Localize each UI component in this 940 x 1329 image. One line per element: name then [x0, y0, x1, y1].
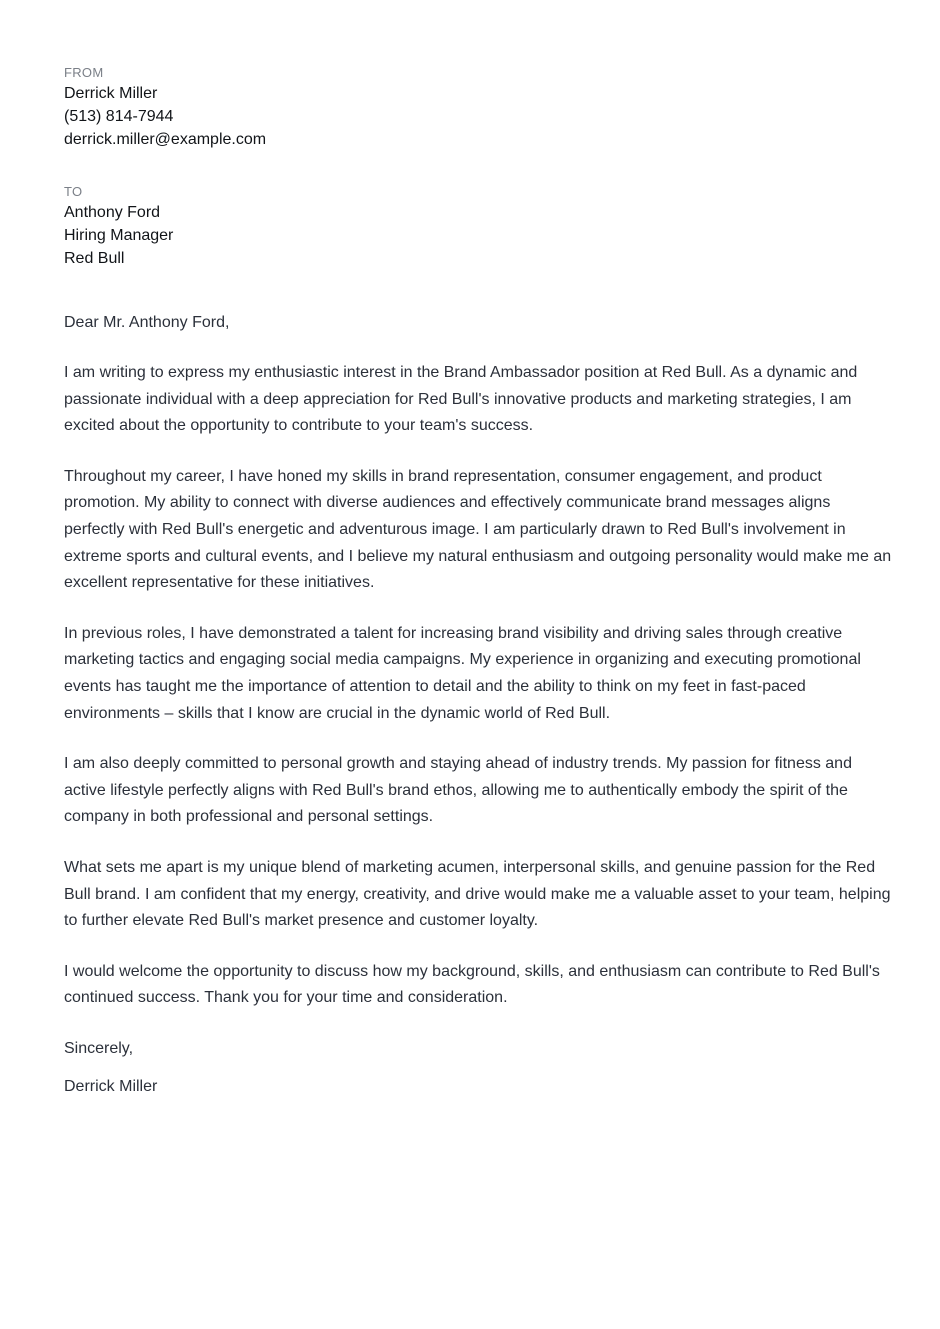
salutation: Dear Mr. Anthony Ford, [64, 314, 230, 331]
signature: Derrick Miller [64, 1077, 158, 1095]
recipient-block [64, 183, 892, 270]
letter-paragraph-3: In previous roles, I have demonstrated a talent for increasing brand visibility and driving sales through creative marketing tactics and engaging social media campaigns. My experience in organizing and executing promotional events has taught me the importance of attention to detail and the ability to think on my feet in fast-paced environments – skills that I know are crucial in the dynamic world of Red Bull. [64, 624, 861, 722]
recipient-name: Anthony Ford [64, 204, 161, 221]
recipient-company: Red Bull [64, 250, 125, 267]
sender-email: derrick.miller@example.com [64, 131, 267, 148]
letter-paragraph-4: I am also deeply committed to personal growth and staying ahead of industry trends. My passion for fitness and active lifestyle perfectly aligns with Red Bull's brand ethos, allowing me to authentically embody the spirit of the company in both professional and personal settings. [64, 755, 852, 826]
recipient-title: Hiring Manager [64, 227, 174, 244]
sender-block [64, 64, 892, 151]
letter-paragraph-1: I am writing to express my enthusiastic interest in the Brand Ambassador position at Red Bull. As a dynamic and passionate individual with a deep appreciation for Red Bull's innovative products and marketing strategies, I am excited about the opportunity to contribute to your team's success. [64, 364, 858, 435]
closing: Sincerely, [64, 1039, 134, 1057]
to-label: TO [64, 184, 83, 199]
from-label: FROM [64, 65, 104, 80]
sender-name: Derrick Miller [64, 85, 158, 102]
letter-paragraph-5: What sets me apart is my unique blend of marketing acumen, interpersonal skills, and genuine passion for the Red Bull brand. I am confident that my energy, creativity, and drive would make me a valuable asset to your team, helping to further elevate Red Bull's market presence and customer loyalty. [64, 858, 891, 930]
sender-phone: (513) 814-7944 [64, 108, 174, 125]
letter-paragraph-6: I would welcome the opportunity to discuss how my background, skills, and enthusiasm can contribute to Red Bull's continued success. Thank you for your time and consideration. [64, 962, 880, 1007]
letter-paragraph-2: Throughout my career, I have honed my skills in brand representation, consumer engagement, and product promotion. My ability to connect with diverse audiences and effectively communicate brand messages aligns perfectly with Red Bull's energetic and adventurous image. I am particularly drawn to Red Bull's involvement in extreme sports and cultural events, and I believe my natural enthusiasm and outgoing personality would make me an excellent representative for these initiatives. [64, 467, 892, 592]
